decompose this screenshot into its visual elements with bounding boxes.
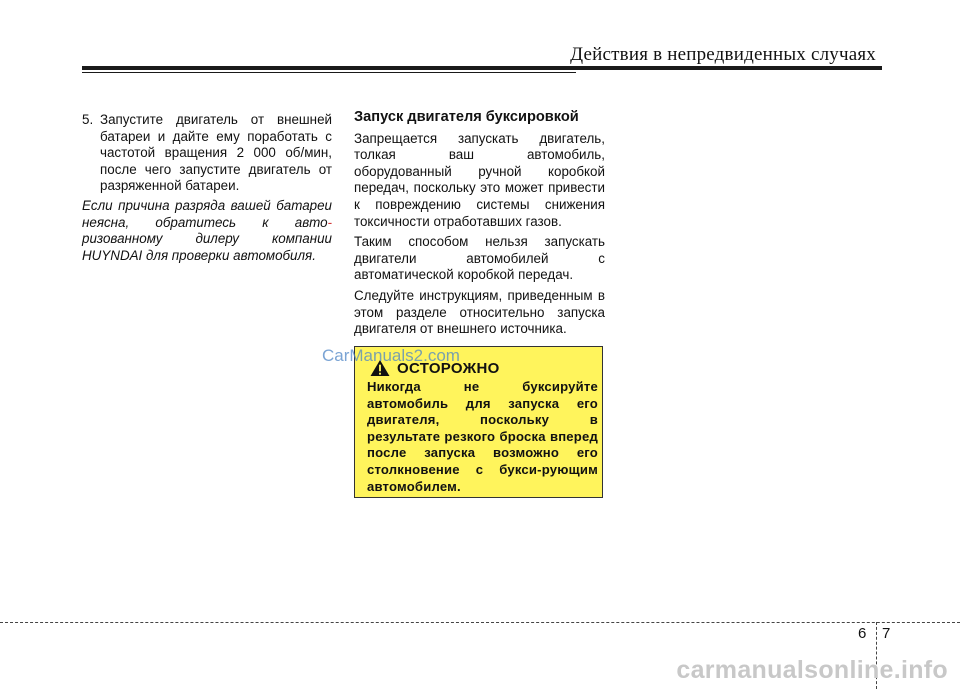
note-text-part-2: ризованному дилеру компании HUYNDAI для проверки автомобиля. xyxy=(82,231,332,263)
footer-dashed-rule xyxy=(0,622,960,623)
chapter-number: 6 xyxy=(858,625,867,642)
middle-column xyxy=(354,109,605,342)
left-column xyxy=(82,112,332,264)
paragraph-1: Запрещается запускать двигатель, толкая ваш автомобиль, оборудованный ручной коробкой передач, поскольку это может привести к повреждению системы снижения токсичности отработавших газов. xyxy=(354,130,605,229)
warning-text: Никогда не буксируйте автомобиль для запуска его двигателя, поскольку в результате резкого броска вперед после запуска возможно его столкновение с букси-рующим автомобилем. xyxy=(367,379,598,494)
warning-box xyxy=(354,346,603,498)
warning-title: ОСТОРОЖНО xyxy=(397,359,500,377)
note-text-part-1: Если причина разряда вашей батареи неясна, обратитесь к авто xyxy=(82,197,332,230)
paragraph-2: Таким способом нельзя запускать двигатели автомобилей с автоматической коробкой передач. xyxy=(354,234,605,283)
page-header-title: Действия в непредвиденных случаях xyxy=(570,44,876,65)
step-5 xyxy=(82,112,332,195)
step-text: Запустите двигатель от внешней батареи и дайте ему поработать с частотой вращения 2 000 об/мин, после чего запустите двигатель от разряженной батареи. xyxy=(100,112,332,194)
section-title: Запуск двигателя буксировкой xyxy=(354,109,579,125)
paragraph-3: Следуйте инструкциям, приведенным в этом разделе относительно запуска двигателя от внешнего источника. xyxy=(354,287,605,337)
page-number: 7 xyxy=(882,625,891,642)
watermark-bottom: carmanualsonline.info xyxy=(676,656,948,684)
header-rule xyxy=(82,66,882,70)
note-paragraph xyxy=(82,198,332,264)
step-number: 5. xyxy=(82,112,94,127)
header-rule-thin xyxy=(82,72,576,73)
note-hyphen: - xyxy=(327,214,332,230)
watermark-top: CarManuals2.com xyxy=(322,346,460,365)
